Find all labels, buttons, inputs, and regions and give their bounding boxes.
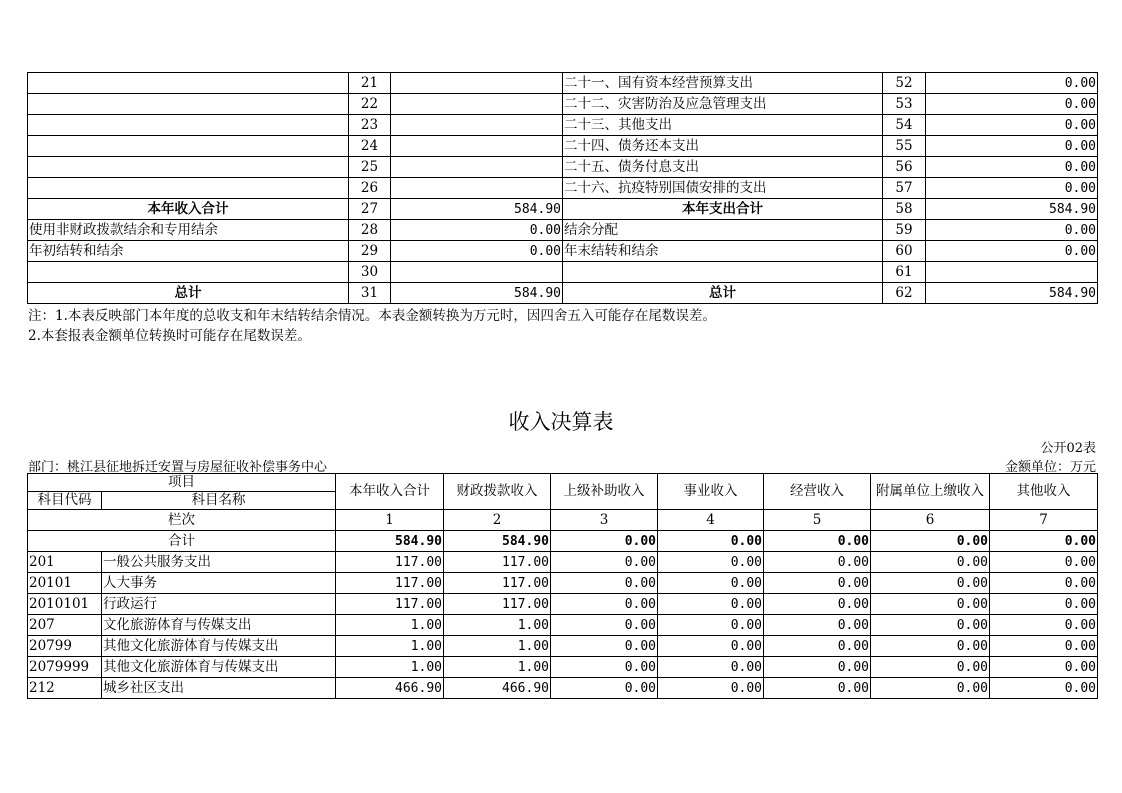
subject-name: 人大事务 [102,573,336,594]
amount-cell: 0.00 [871,678,990,699]
header-code: 科目代码 [28,492,102,510]
header-col-1: 本年收入合计 [336,474,444,510]
left-line-no: 26 [349,178,391,199]
right-line-no: 58 [883,199,926,220]
left-label [28,115,349,136]
right-label: 本年支出合计 [563,199,883,220]
balance-row [28,73,1098,94]
balance-table-body [28,73,1098,304]
amount-cell: 117.00 [336,573,444,594]
amount-cell: 0.00 [990,615,1098,636]
right-line-no: 61 [883,262,926,283]
right-amount: 0.00 [926,115,1098,136]
right-amount [926,262,1098,283]
total-row [28,531,1098,552]
left-line-no: 28 [349,220,391,241]
right-label: 总计 [563,283,883,304]
right-label: 结余分配 [563,220,883,241]
subject-name: 文化旅游体育与传媒支出 [102,615,336,636]
lanci-num: 7 [990,510,1098,531]
total-value: 0.00 [658,531,764,552]
amount-cell: 0.00 [871,657,990,678]
income-table-body [28,474,1098,699]
subject-code: 20101 [28,573,102,594]
subject-code: 201 [28,552,102,573]
left-line-no: 30 [349,262,391,283]
header-item: 项目 [28,474,336,492]
total-value: 0.00 [990,531,1098,552]
amount-cell: 0.00 [551,573,658,594]
table-row [28,636,1098,657]
subject-code: 20799 [28,636,102,657]
right-amount: 0.00 [926,136,1098,157]
balance-table [27,72,1098,304]
lanci-num: 1 [336,510,444,531]
left-line-no: 25 [349,157,391,178]
total-value: 0.00 [551,531,658,552]
amount-cell: 0.00 [551,636,658,657]
header-row-1 [28,474,1098,492]
amount-cell: 0.00 [551,657,658,678]
left-line-no: 21 [349,73,391,94]
amount-cell: 0.00 [871,594,990,615]
right-label: 二十六、抗疫特别国债安排的支出 [563,178,883,199]
left-line-no: 24 [349,136,391,157]
right-line-no: 62 [883,283,926,304]
amount-cell: 0.00 [764,657,871,678]
balance-row [28,157,1098,178]
amount-cell: 0.00 [658,678,764,699]
header-col-7: 其他收入 [990,474,1098,510]
amount-cell: 0.00 [990,636,1098,657]
balance-row [28,220,1098,241]
right-amount: 584.90 [926,283,1098,304]
right-line-no: 53 [883,94,926,115]
header-name: 科目名称 [102,492,336,510]
right-amount: 0.00 [926,94,1098,115]
table-row [28,615,1098,636]
amount-cell: 0.00 [871,552,990,573]
left-amount [391,115,563,136]
subject-code: 207 [28,615,102,636]
lanci-row [28,510,1098,531]
amount-cell: 117.00 [444,594,551,615]
subject-code: 2079999 [28,657,102,678]
balance-row [28,283,1098,304]
right-amount: 0.00 [926,178,1098,199]
amount-cell: 0.00 [990,552,1098,573]
header-col-2: 财政拨款收入 [444,474,551,510]
right-line-no: 55 [883,136,926,157]
left-amount [391,136,563,157]
balance-row [28,94,1098,115]
right-amount: 0.00 [926,220,1098,241]
left-amount [391,157,563,178]
left-label [28,178,349,199]
left-amount [391,178,563,199]
left-label: 本年收入合计 [28,199,349,220]
amount-cell: 0.00 [990,594,1098,615]
subject-name: 城乡社区支出 [102,678,336,699]
header-col-5: 经营收入 [764,474,871,510]
income-table-title: 收入决算表 [508,410,614,434]
table-row [28,594,1098,615]
amount-cell: 0.00 [658,573,764,594]
amount-cell: 1.00 [444,636,551,657]
amount-cell: 0.00 [990,657,1098,678]
subject-code: 212 [28,678,102,699]
amount-cell: 0.00 [871,573,990,594]
amount-cell: 1.00 [336,615,444,636]
left-amount: 584.90 [391,283,563,304]
right-amount: 0.00 [926,241,1098,262]
amount-cell: 0.00 [551,594,658,615]
amount-cell: 0.00 [764,615,871,636]
left-line-no: 31 [349,283,391,304]
header-col-3: 上级补助收入 [551,474,658,510]
balance-row [28,178,1098,199]
right-label: 二十四、债务还本支出 [563,136,883,157]
amount-cell: 0.00 [658,552,764,573]
right-line-no: 57 [883,178,926,199]
left-amount: 0.00 [391,241,563,262]
amount-cell: 0.00 [658,594,764,615]
subject-name: 行政运行 [102,594,336,615]
income-table [27,473,1098,699]
left-line-no: 23 [349,115,391,136]
amount-cell: 0.00 [990,678,1098,699]
amount-cell: 0.00 [658,636,764,657]
table-row [28,552,1098,573]
subject-code: 2010101 [28,594,102,615]
left-label [28,136,349,157]
right-amount: 0.00 [926,73,1098,94]
right-label: 二十五、债务付息支出 [563,157,883,178]
right-line-no: 56 [883,157,926,178]
lanci-label: 栏次 [28,510,336,531]
amount-cell: 0.00 [871,636,990,657]
left-amount: 0.00 [391,220,563,241]
lanci-num: 4 [658,510,764,531]
amount-cell: 117.00 [444,552,551,573]
left-line-no: 27 [349,199,391,220]
right-line-no: 59 [883,220,926,241]
left-label [28,262,349,283]
amount-cell: 1.00 [336,657,444,678]
left-amount [391,262,563,283]
left-label: 年初结转和结余 [28,241,349,262]
right-label: 二十二、灾害防治及应急管理支出 [563,94,883,115]
lanci-num: 6 [871,510,990,531]
table-row [28,678,1098,699]
amount-cell: 0.00 [990,573,1098,594]
left-label: 使用非财政拨款结余和专用结余 [28,220,349,241]
subject-name: 其他文化旅游体育与传媒支出 [102,636,336,657]
balance-row [28,136,1098,157]
unit-label: 金额单位：万元 [1004,460,1096,475]
left-amount: 584.90 [391,199,563,220]
left-line-no: 29 [349,241,391,262]
amount-cell: 1.00 [444,657,551,678]
total-value: 0.00 [871,531,990,552]
right-amount: 0.00 [926,157,1098,178]
note-1: 注：1.本表反映部门本年度的总收支和年末结转结余情况。本表金额转换为万元时，因四舍五入可能存在尾数误差。 [28,308,716,324]
balance-row [28,262,1098,283]
table-row [28,573,1098,594]
right-label: 二十三、其他支出 [563,115,883,136]
amount-cell: 117.00 [336,594,444,615]
subject-name: 其他文化旅游体育与传媒支出 [102,657,336,678]
table-row [28,657,1098,678]
total-label: 合计 [28,531,336,552]
amount-cell: 0.00 [551,615,658,636]
left-label [28,157,349,178]
amount-cell: 1.00 [336,636,444,657]
amount-cell: 1.00 [444,615,551,636]
lanci-num: 3 [551,510,658,531]
left-label: 总计 [28,283,349,304]
amount-cell: 0.00 [551,678,658,699]
total-value: 0.00 [764,531,871,552]
lanci-num: 5 [764,510,871,531]
amount-cell: 117.00 [444,573,551,594]
amount-cell: 466.90 [336,678,444,699]
amount-cell: 0.00 [764,573,871,594]
left-label [28,73,349,94]
right-label [563,262,883,283]
total-value: 584.90 [336,531,444,552]
amount-cell: 0.00 [764,552,871,573]
department-label: 部门：桃江县征地拆迁安置与房屋征收补偿事务中心 [28,460,328,475]
form-code: 公开02表 [1040,441,1096,456]
balance-row [28,241,1098,262]
right-line-no: 54 [883,115,926,136]
amount-cell: 466.90 [444,678,551,699]
right-line-no: 52 [883,73,926,94]
left-amount [391,73,563,94]
header-col-4: 事业收入 [658,474,764,510]
lanci-num: 2 [444,510,551,531]
amount-cell: 0.00 [551,552,658,573]
subject-name: 一般公共服务支出 [102,552,336,573]
amount-cell: 0.00 [871,615,990,636]
total-value: 584.90 [444,531,551,552]
left-line-no: 22 [349,94,391,115]
amount-cell: 0.00 [658,657,764,678]
amount-cell: 0.00 [764,678,871,699]
note-2: 2.本套报表金额单位转换时可能存在尾数误差。 [28,328,311,344]
right-label: 年末结转和结余 [563,241,883,262]
amount-cell: 0.00 [658,615,764,636]
header-col-6: 附属单位上缴收入 [871,474,990,510]
balance-row [28,115,1098,136]
right-line-no: 60 [883,241,926,262]
right-label: 二十一、国有资本经营预算支出 [563,73,883,94]
left-label [28,94,349,115]
balance-row [28,199,1098,220]
amount-cell: 117.00 [336,552,444,573]
right-amount: 584.90 [926,199,1098,220]
amount-cell: 0.00 [764,594,871,615]
amount-cell: 0.00 [764,636,871,657]
left-amount [391,94,563,115]
